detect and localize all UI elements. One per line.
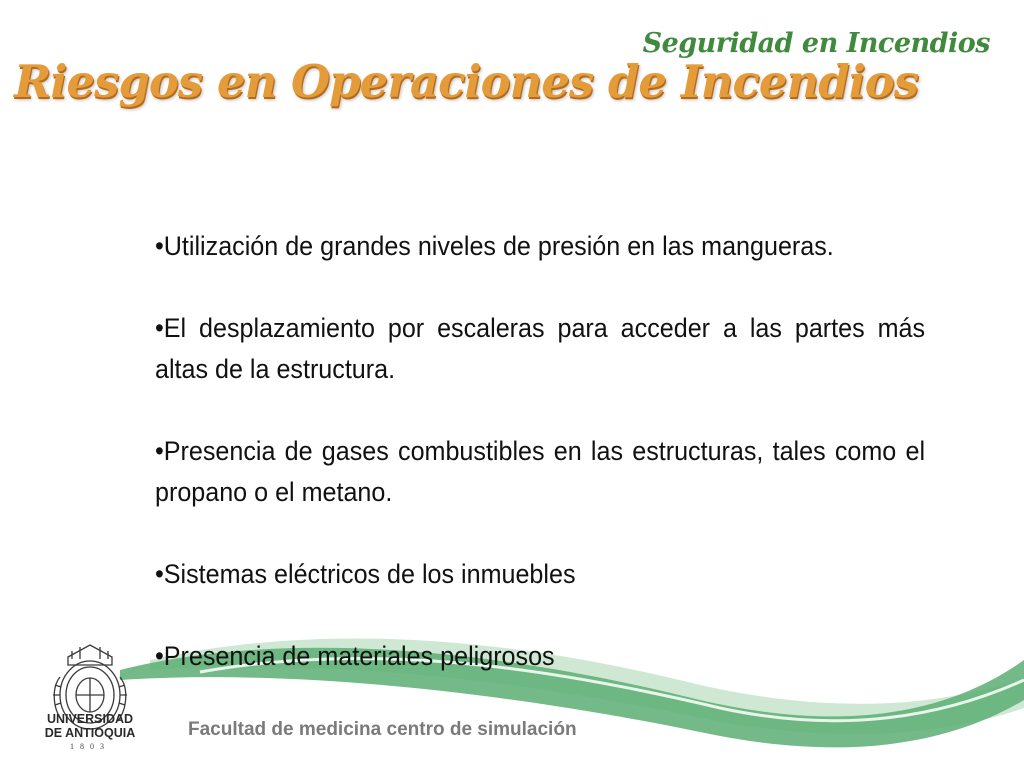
bullet-item: •Sistemas eléctricos de los inmuebles — [155, 559, 576, 589]
bullet-list — [155, 226, 925, 677]
university-name-line2: DE ANTIOQUIA — [44, 726, 136, 740]
bullet-item: •Presencia de gases combustibles en las estructuras, tales como el propano o el metano. — [155, 436, 926, 507]
university-name-line1: UNIVERSIDAD — [46, 712, 134, 726]
bullet-item: •El desplazamiento por escaleras para acceder a las partes más altas de la estructura. — [155, 313, 926, 384]
university-year: 1803 — [70, 742, 110, 751]
slide-title: Riesgos en Operaciones de Incendios — [14, 55, 919, 108]
bullet-item: •Presencia de materiales peligrosos — [155, 641, 555, 671]
bullet-item: •Utilización de grandes niveles de presión en las mangueras. — [155, 231, 834, 261]
footer-text: Facultad de medicina centro de simulación — [188, 719, 577, 740]
section-label: Seguridad en Incendios — [642, 28, 990, 59]
